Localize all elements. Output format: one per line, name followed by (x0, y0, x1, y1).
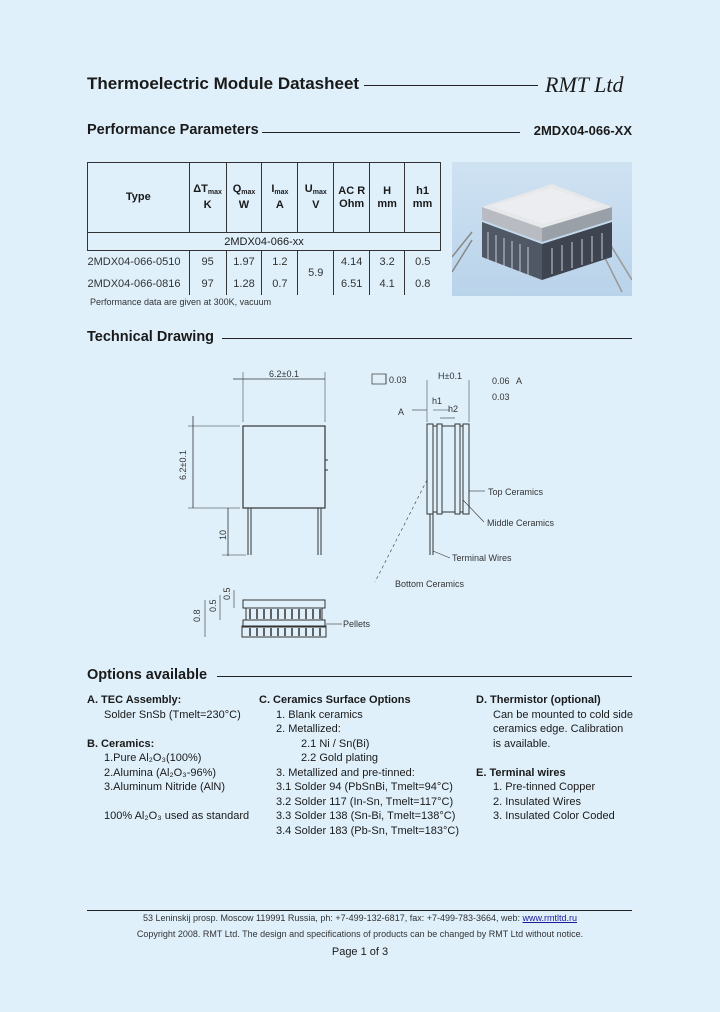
datum-label: A (398, 407, 405, 417)
option-item: ceramics edge. Calibration (493, 723, 624, 735)
option-heading: B. Ceramics: (87, 737, 155, 750)
cell-h1: 0.5 (415, 255, 431, 268)
cell-umax: 5.9 (298, 251, 334, 295)
col-h1: h1 mm (405, 163, 441, 233)
cell-type: 2MDX04-066-0816 (88, 273, 190, 295)
options-col-surface (259, 693, 474, 838)
technical-drawing (150, 360, 650, 660)
option-item: 3.Aluminum Nitride (AlN) (104, 781, 226, 793)
option-item: 2. Metallized: (276, 723, 341, 735)
datum-a: A (516, 376, 523, 386)
options-rule (217, 676, 632, 677)
dim-h1: h1 (432, 396, 443, 406)
option-item: 3.4 Solder 183 (Pb-Sn, Tmelt=183°C) (276, 824, 460, 837)
option-item: 2.2 Gold plating (301, 752, 379, 764)
col-type: Type (88, 163, 190, 233)
option-heading: C. Ceramics Surface Options (259, 694, 411, 706)
footer-copyright: Copyright 2008. RMT Ltd. The design and specifications of products can be changed by RMT Ltd without notice. (136, 929, 584, 939)
col-acr: AC R Ohm (334, 163, 370, 233)
col-imax: $I_{max}$ A (262, 163, 298, 233)
dim-height: 6.2±0.1 (178, 450, 188, 480)
performance-heading: Performance Parameters (87, 122, 259, 138)
cell-i: 1.2 (262, 251, 298, 273)
document-title: Thermoelectric Module Datasheet (87, 74, 360, 93)
spacer (87, 722, 252, 737)
option-item: 3.3 Solder 138 (Sn-Bi, Tmelt=138°C) (276, 810, 456, 822)
brand-logo: RMT Ltd (545, 72, 624, 97)
option-item: is available. (493, 737, 551, 750)
spacer (87, 795, 252, 810)
table-header-row (88, 163, 441, 233)
col-qmax: $Q_{max}$ W (226, 163, 262, 233)
col-h: H mm (370, 163, 405, 233)
cell-h1: 0.8 (415, 277, 431, 290)
performance-note: Performance data are given at 300K, vacuum (90, 297, 272, 307)
drawing-heading: Technical Drawing (87, 329, 215, 345)
options-heading: Options available (87, 667, 208, 683)
option-item: 2.1 Ni / Sn(Bi) (301, 737, 370, 750)
dim-c: 0.8 (192, 609, 202, 622)
option-heading: E. Terminal wires (476, 766, 566, 779)
cell-h: 3.2 (370, 251, 405, 273)
label-bottom-ceramics: Bottom Ceramics (395, 579, 465, 589)
option-item: 2.Alumina (Al₂O₃-96%) (104, 766, 217, 779)
option-item: 3. Metallized and pre-tinned: (276, 766, 415, 779)
option-item: Solder SnSb (Tmelt=230°C) (104, 708, 241, 721)
option-heading: A. TEC Assembly: (87, 694, 182, 706)
cell-q: 1.28 (226, 273, 262, 295)
col-dtmax: $\Delta T_{max}$ K (189, 163, 226, 233)
product-photo (452, 162, 632, 296)
dim-width: 6.2±0.1 (269, 369, 299, 379)
label-terminal-wires: Terminal Wires (452, 553, 512, 563)
label-top-ceramics: Top Ceramics (488, 487, 544, 497)
option-item: 3.2 Solder 117 (In-Sn, Tmelt=117°C) (276, 795, 454, 808)
option-item: 3.1 Solder 94 (PbSnBi, Tmelt=94°C) (276, 781, 453, 793)
cell-dt: 97 (189, 273, 226, 295)
spacer (476, 751, 636, 766)
cell-h: 4.1 (370, 273, 405, 295)
page-number: Page 1 of 3 (331, 946, 389, 958)
cell-ac: 4.14 (334, 251, 370, 273)
col-umax: $U_{max}$ V (298, 163, 334, 233)
tolerance-h: H±0.1 (438, 371, 462, 381)
flatness-value: 0.03 (389, 375, 407, 385)
label-middle-ceramics: Middle Ceramics (487, 518, 555, 528)
group-label: 2MDX04-066-xx (88, 233, 441, 251)
table-row (88, 273, 441, 295)
options-col-thermistor (476, 693, 636, 824)
option-heading: D. Thermistor (optional) (476, 694, 601, 706)
option-item: 100% Al₂O₃ used as standard (104, 810, 250, 822)
options-col-assembly (87, 693, 252, 824)
option-item: 1. Blank ceramics (276, 708, 363, 721)
footer-address (0, 913, 720, 923)
footer-address-text: 53 Leninskij prosp. Moscow 119991 Russia, ph: +7-499-132-6817, fax: +7-499-783-3664, web: (142, 913, 523, 923)
dim-h2: h2 (448, 404, 459, 414)
option-item: Can be mounted to cold side (493, 708, 634, 721)
dim-b: 0.5 (208, 599, 218, 612)
drawing-rule (222, 338, 632, 339)
cell-i: 0.7 (262, 273, 298, 295)
performance-rule (262, 132, 520, 133)
option-item: 2. Insulated Wires (493, 795, 582, 808)
option-item: 3. Insulated Color Coded (493, 810, 615, 822)
performance-table (87, 162, 441, 295)
cell-type: 2MDX04-066-0510 (88, 251, 190, 273)
table-row (88, 251, 441, 273)
cell-q: 1.97 (226, 251, 262, 273)
dim-a: 0.5 (222, 587, 232, 600)
parallel-1: 0.06 (492, 376, 510, 386)
option-item: 1.Pure Al₂O₃(100%) (104, 752, 202, 764)
parallel-2: 0.03 (492, 392, 510, 402)
website-link[interactable]: www.rmtltd.ru (522, 913, 578, 923)
part-number: 2MDX04-066-XX (533, 123, 632, 138)
title-rule (364, 85, 538, 86)
footer-rule (87, 910, 632, 911)
option-item: 1. Pre-tinned Copper (493, 781, 596, 793)
label-pellets: Pellets (343, 619, 371, 629)
dim-wire: 10 (218, 529, 228, 540)
cell-ac: 6.51 (334, 273, 370, 295)
cell-dt: 95 (189, 251, 226, 273)
